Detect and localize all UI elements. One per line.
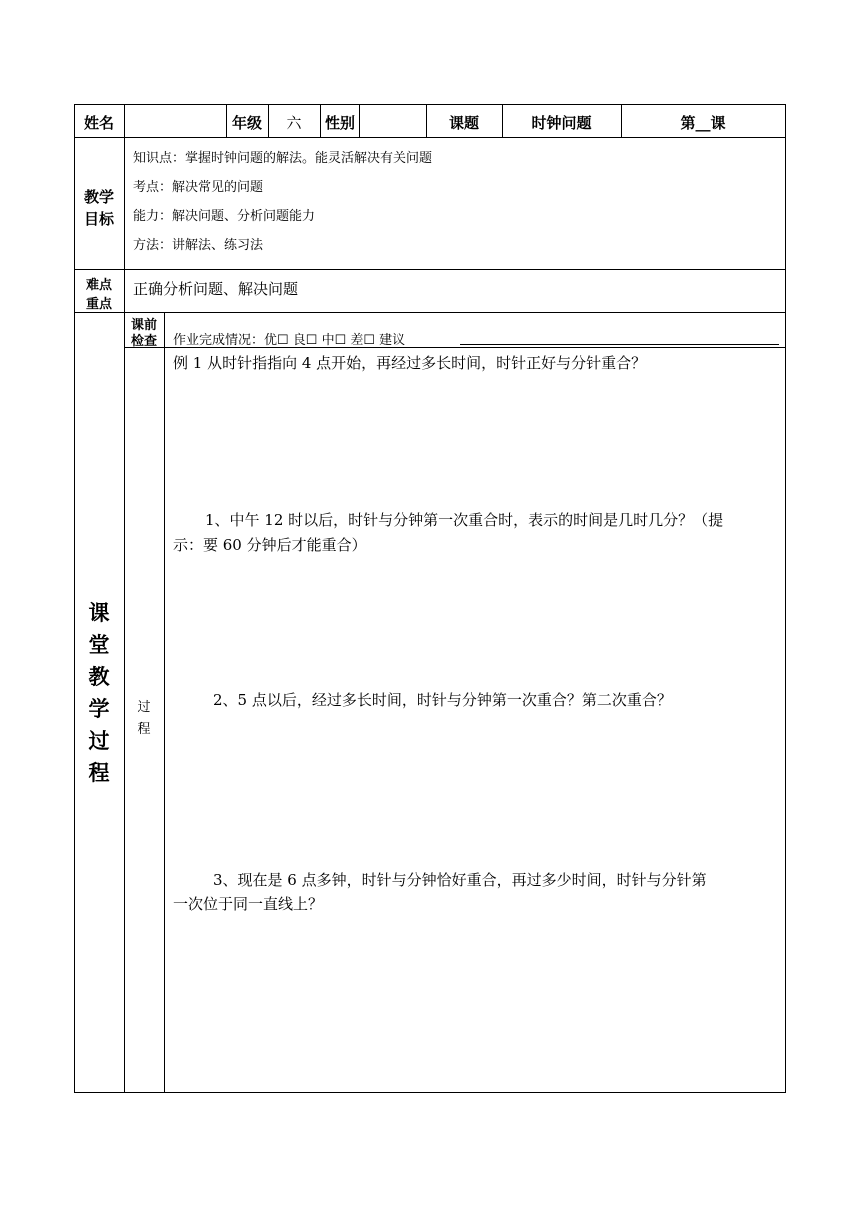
table-border-left (74, 104, 75, 1093)
example-1: 例 1 从时针指指向 4 点开始，再经过多长时间，时针正好与分针重合？ (173, 354, 647, 372)
topic-label: 课题 (448, 114, 479, 132)
objective-method: 方法：讲解法、练习法 (133, 238, 264, 253)
difficulty-content: 正确分析问题、解决问题 (133, 280, 299, 298)
process-main-label (84, 597, 114, 789)
objective-knowledge: 知识点：掌握时钟问题的解法。能灵活解决有关问题 (133, 151, 433, 166)
objectives-label-divider (124, 137, 125, 312)
table-line-row3 (74, 312, 786, 313)
process-sub-label-char: 程 (137, 722, 151, 737)
question-1-line2: 示：要 60 分钟后才能重合） (173, 536, 367, 554)
process-sub-divider (164, 312, 165, 1092)
precheck-label-line1: 课前 (130, 318, 157, 333)
precheck-label-line2: 检查 (130, 334, 157, 349)
process-sub-label (129, 697, 159, 741)
name-field[interactable] (125, 105, 225, 136)
lesson-number-label: 第__课 (680, 114, 726, 132)
homework-check: 作业完成情况：优☐ 良☐ 中☐ 差☐ 建议 (173, 333, 406, 348)
process-main-label-char: 堂 (88, 633, 110, 657)
difficulty-label-line2: 重点 (85, 297, 112, 312)
difficulty-label-line1: 难点 (85, 278, 112, 293)
name-label: 姓名 (83, 114, 114, 132)
process-main-label-char: 教 (88, 665, 110, 689)
gender-field[interactable] (360, 105, 425, 136)
table-border-bottom (74, 1092, 786, 1093)
process-main-label-char: 学 (88, 697, 110, 721)
process-label-divider (124, 312, 125, 1092)
question-2: 2、5 点以后，经过多长时间，时针与分钟第一次重合？第二次重合？ (213, 691, 672, 709)
table-border-right (785, 104, 786, 1093)
objectives-label-line1: 教学 (83, 188, 114, 206)
objective-exam-point: 考点：解决常见的问题 (133, 180, 264, 195)
topic-value: 时钟问题 (531, 114, 592, 132)
grade-value: 六 (286, 114, 302, 132)
suggestion-input-line[interactable] (460, 331, 779, 345)
table-line-row1 (74, 137, 786, 138)
process-sub-label-char: 过 (137, 700, 151, 715)
objective-ability: 能力：解决问题、分析问题能力 (133, 209, 316, 224)
gender-label: 性别 (324, 114, 355, 132)
question-3-line1: 3、现在是 6 点多钟，时针与分钟恰好重合，再过多少时间，时针与分针第 (213, 871, 707, 889)
grade-label: 年级 (231, 114, 262, 132)
table-line-row2 (74, 269, 786, 270)
process-main-label-char: 程 (88, 761, 110, 785)
process-main-label-char: 课 (88, 601, 110, 625)
question-1-line1: 1、中午 12 时以后，时针与分钟第一次重合时，表示的时间是几时几分？（提 (205, 511, 724, 529)
process-main-label-char: 过 (88, 729, 110, 753)
objectives-label-line2: 目标 (83, 210, 114, 228)
question-3-line2: 一次位于同一直线上？ (173, 895, 324, 913)
